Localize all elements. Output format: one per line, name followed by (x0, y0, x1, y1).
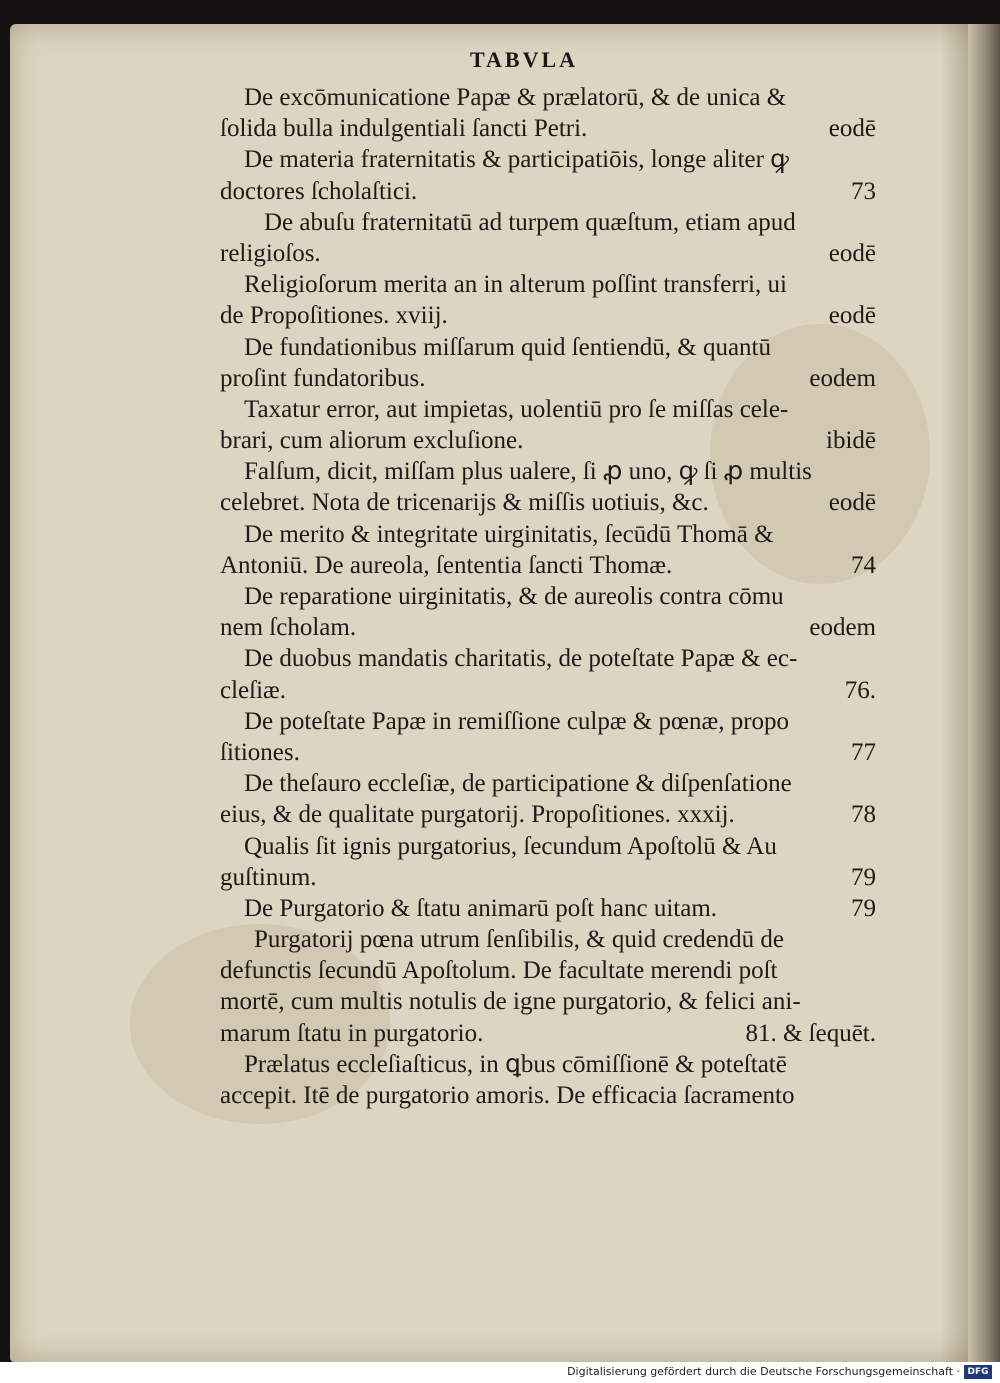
index-entry (220, 831, 880, 893)
index-line-text: De theſauro eccleſiæ, de participatione & diſpenſatione (244, 770, 792, 798)
index-line (220, 675, 880, 706)
index-entry (220, 456, 880, 518)
index-line (220, 581, 880, 612)
page-reference: 79 (851, 863, 876, 891)
page-reference: eodē (828, 302, 876, 330)
index-line (220, 612, 880, 643)
index-line (220, 737, 880, 768)
index-entry (220, 893, 880, 924)
index-line (220, 1049, 880, 1080)
index-entry (220, 924, 880, 1049)
index-line-text: celebret. Nota de tricenarijs & miſſis uotiuis, &c. (220, 489, 709, 517)
index-line (220, 924, 880, 955)
index-entry (220, 643, 880, 705)
index-line (220, 1018, 880, 1049)
index-entry (220, 519, 880, 581)
index-line (220, 363, 880, 394)
page-reference: eodē (828, 115, 876, 143)
index-line (220, 706, 880, 737)
index-line (220, 238, 880, 269)
page-reference: eodem (809, 614, 876, 642)
index-line (220, 955, 880, 986)
index-entry (220, 82, 880, 144)
index-line (220, 550, 880, 581)
index-line (220, 799, 880, 830)
dfg-logo: DFG (964, 1365, 992, 1379)
page-edge (968, 24, 1000, 1362)
index-text-block (220, 82, 880, 1111)
index-entry (220, 1049, 880, 1111)
index-line (220, 269, 880, 300)
index-line-text: Taxatur error, aut impietas, uolentiū pro ſe miſſas cele- (244, 395, 789, 423)
index-line-text: De materia fraternitatis & participatiōis, longe aliter ꝙ (244, 146, 789, 174)
index-line (220, 768, 880, 799)
index-line-text: cleſiæ. (220, 676, 286, 704)
index-line (220, 176, 880, 207)
index-line-text: De abuſu fraternitatū ad turpem quæſtum, etiam apud (264, 208, 796, 236)
index-line-text: Qualis ſit ignis purgatorius, ſecundum Apoſtolū & Au (244, 832, 777, 860)
page-reference: 81. & ſequēt. (745, 1019, 876, 1047)
index-line (220, 425, 880, 456)
index-line-text: doctores ſcholaſtici. (220, 177, 418, 205)
index-line-text: eius, & de qualitate purgatorij. Propoſitiones. xxxij. (220, 801, 735, 829)
index-line-text: De poteſtate Papæ in remiſſione culpæ & pœnæ, propo (244, 707, 790, 735)
index-line-text: De duobus mandatis charitatis, de poteſtate Papæ & ec- (244, 645, 798, 673)
index-line (220, 831, 880, 862)
page-reference: eodē (828, 489, 876, 517)
gutter-shadow (940, 24, 970, 1362)
index-line (220, 519, 880, 550)
index-line-text: Religioſorum merita an in alterum poſſint transferri, ui (244, 271, 787, 299)
index-line-text: De excōmunicatione Papæ & prælatorū, & de unica & (244, 84, 787, 111)
index-line (220, 113, 880, 144)
index-line (220, 862, 880, 893)
index-line-text: guſtinum. (220, 863, 317, 891)
page-header: TABVLA (470, 47, 579, 72)
index-line-text: De reparatione uirginitatis, & de aureolis contra cōmu (244, 583, 784, 610)
index-line (220, 1080, 880, 1111)
page-reference: 74 (851, 551, 876, 579)
index-line (220, 986, 880, 1017)
index-entry (220, 144, 880, 206)
index-line (220, 487, 880, 518)
footer-credit: Digitalisierung gefördert durch die Deutsche Forschungsgemeinschaft · (567, 1365, 960, 1378)
index-line-text: De Purgatorio & ſtatu animarū poſt hanc uitam. (244, 894, 718, 922)
page-reference: eodē (828, 239, 876, 267)
index-entry (220, 768, 880, 830)
index-line-text: de Propoſitiones. xviij. (220, 302, 448, 330)
page-reference: 77 (851, 738, 876, 766)
index-line-text: accepit. Itē de purgatorio amoris. De efficacia ſacramento (220, 1082, 795, 1109)
index-line-text: Falſum, dicit, miſſam plus ualere, ſi ꝓ uno, ꝙ ſi ꝓ multis (244, 458, 812, 486)
index-entry (220, 706, 880, 768)
index-line (220, 332, 880, 363)
index-line-text: ſolida bulla indulgentiali ſancti Petri. (220, 115, 588, 143)
index-line-text: ſitiones. (220, 738, 300, 766)
index-line-text: Antoniū. De aureola, ſententia ſancti Thomæ. (220, 551, 673, 579)
index-line-text: religioſos. (220, 239, 321, 267)
index-line-text: defunctis ſecundū Apoſtolum. De facultate merendi poſt (220, 957, 778, 985)
page-reference: 79 (851, 894, 876, 922)
index-entry (220, 581, 880, 643)
footer-bar (0, 1362, 1000, 1383)
index-line-text: brari, cum aliorum excluſione. (220, 427, 524, 455)
index-line (220, 300, 880, 331)
index-entry (220, 332, 880, 394)
index-line-text: mortē, cum multis notulis de igne purgatorio, & felici ani- (220, 988, 801, 1016)
page-reference: ibidē (826, 427, 876, 455)
index-entry (220, 269, 880, 331)
index-line (220, 643, 880, 674)
index-line-text: De fundationibus miſſarum quid ſentiendū, & quantū (244, 333, 772, 361)
index-line-text: proſint fundatoribus. (220, 364, 426, 392)
index-line (220, 456, 880, 487)
index-entry (220, 207, 880, 269)
index-line (220, 207, 880, 238)
page-reference: 76. (844, 676, 876, 704)
index-line-text: nem ſcholam. (220, 614, 357, 642)
page-reference: eodem (809, 364, 876, 392)
index-line (220, 893, 880, 924)
index-line-text: Prælatus eccleſiaſticus, in ꝗbus cōmiſſionē & poteſtatē (244, 1050, 787, 1078)
index-line-text: De merito & integritate uirginitatis, ſecūdū Thomā & (244, 520, 774, 548)
index-line (220, 82, 880, 113)
index-line (220, 394, 880, 425)
page-reference: 73 (851, 177, 876, 205)
index-line-text: marum ſtatu in purgatorio. (220, 1019, 484, 1047)
index-entry (220, 394, 880, 456)
index-line-text: Purgatorij pœna utrum ſenſibilis, & quid credendū de (254, 926, 785, 954)
page-reference: 78 (851, 801, 876, 829)
index-line (220, 144, 880, 175)
